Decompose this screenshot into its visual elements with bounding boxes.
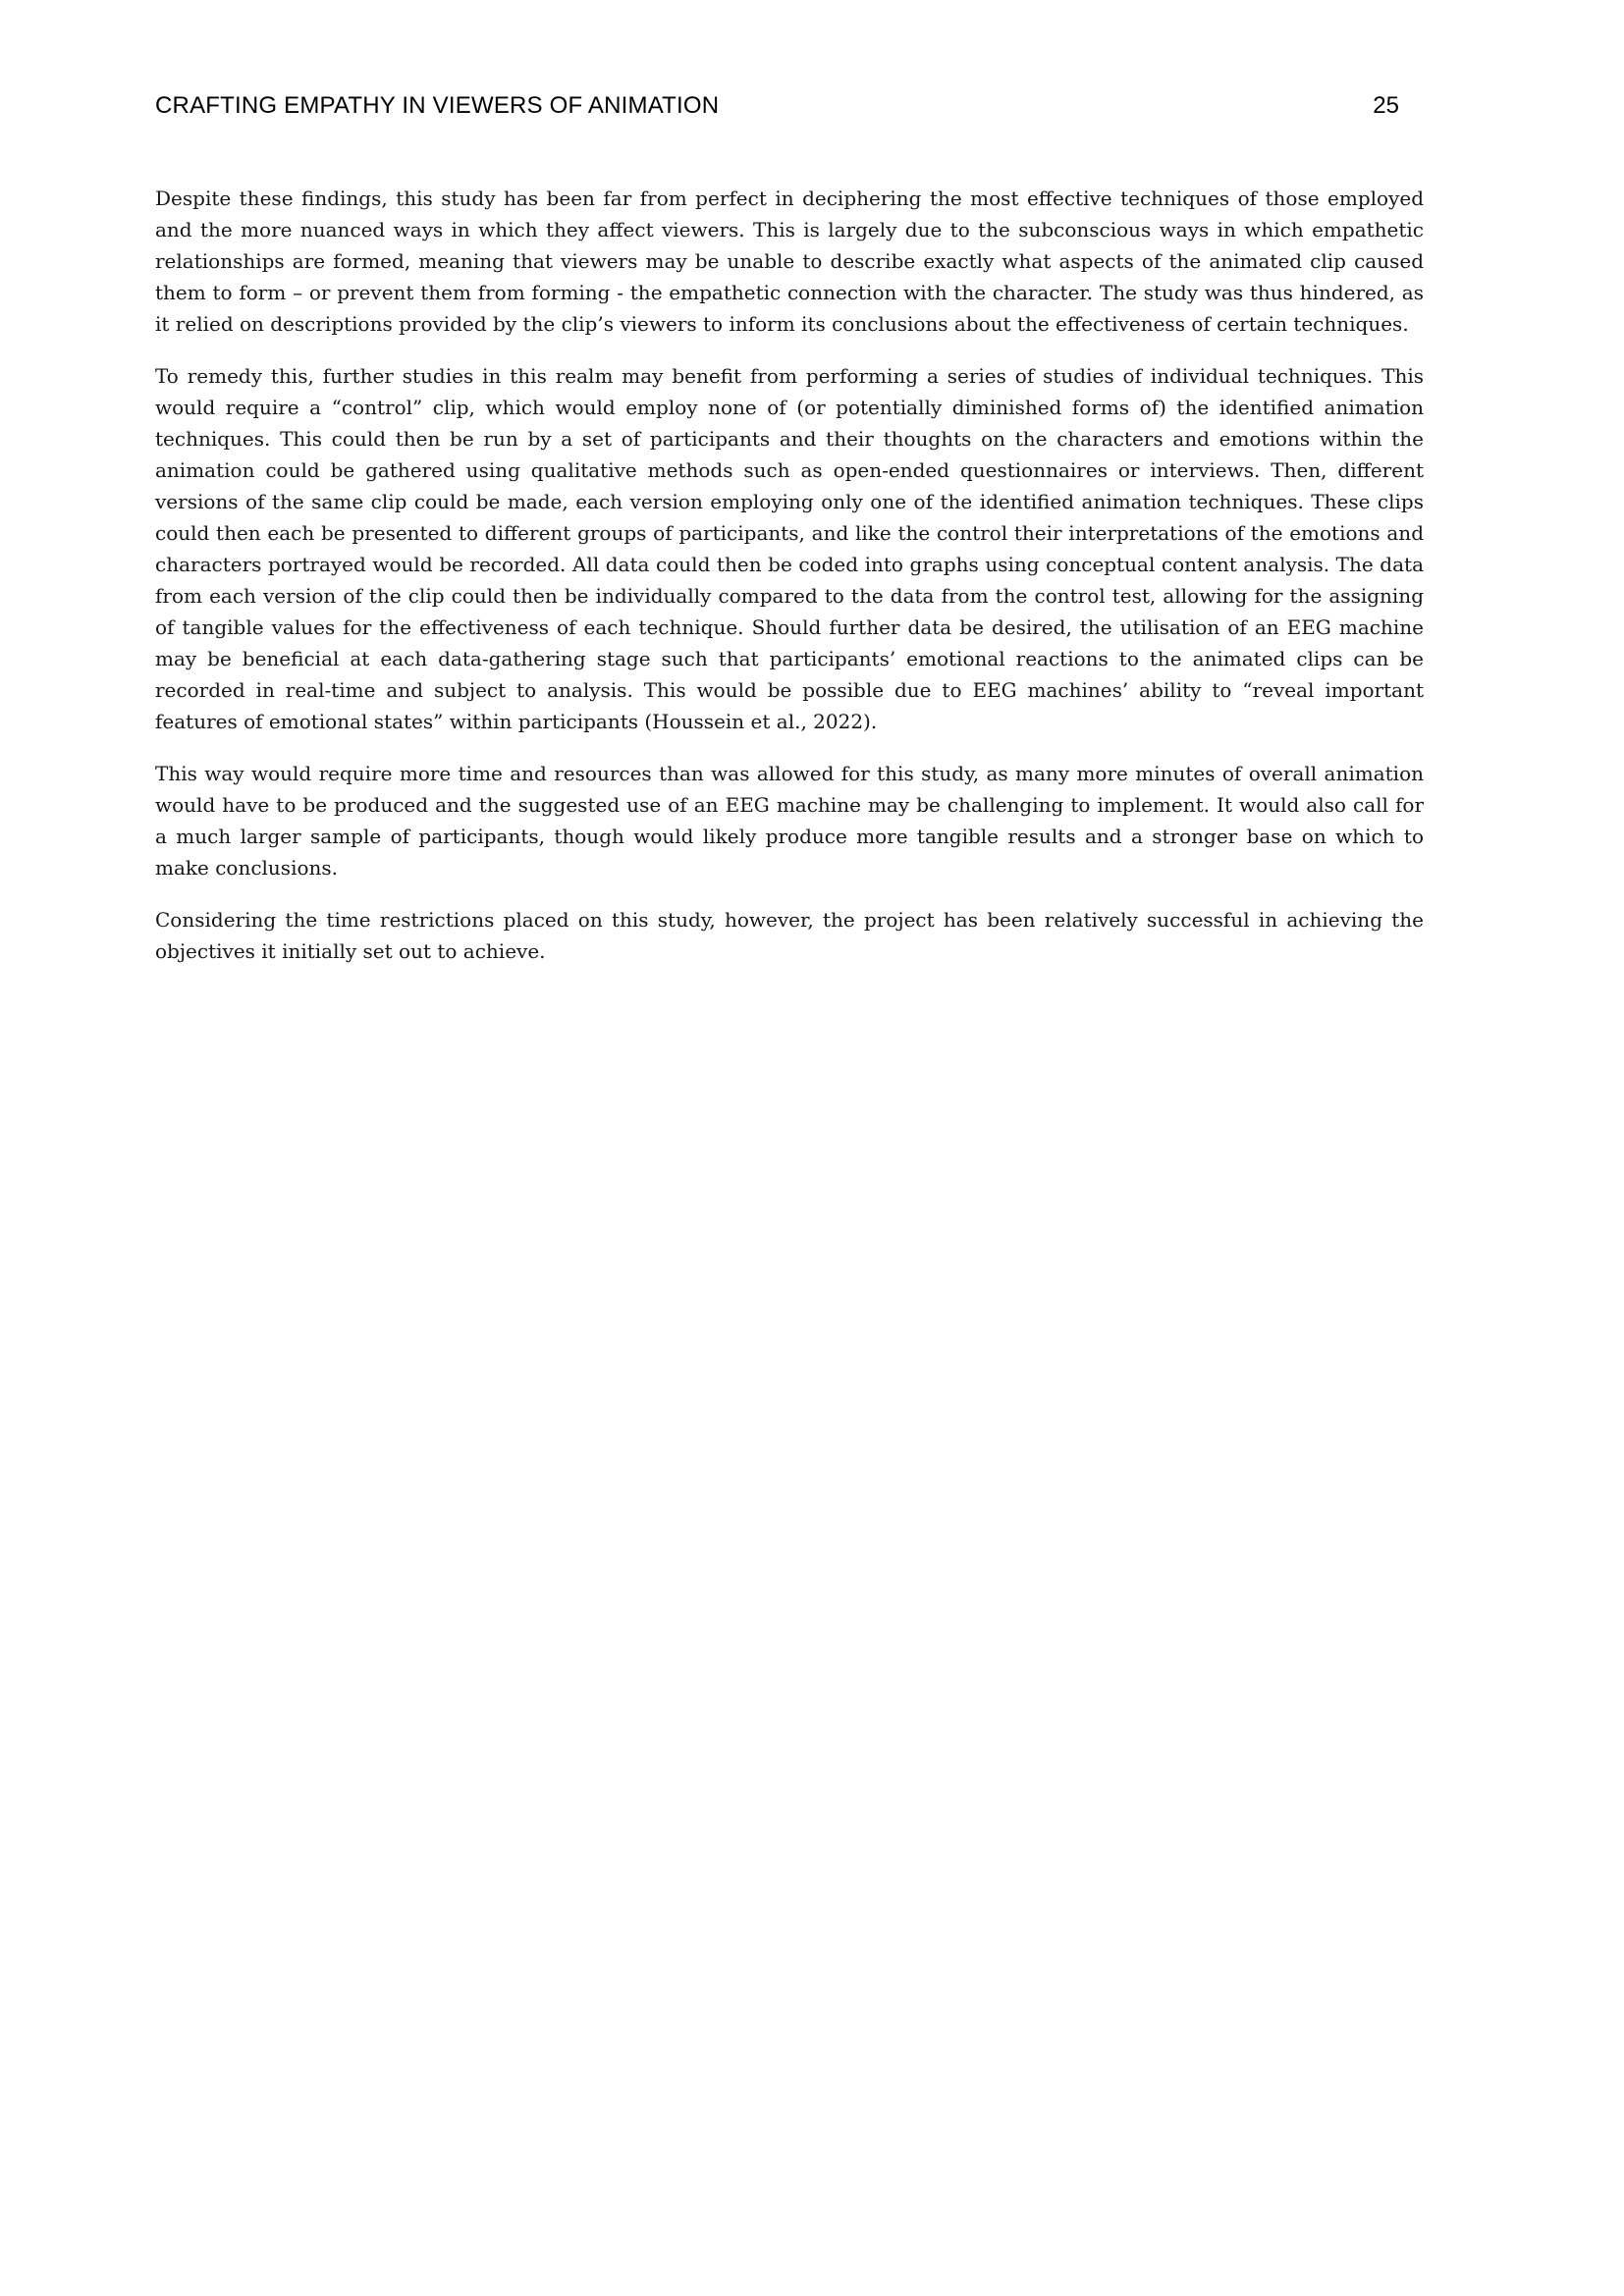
paragraph: To remedy this, further studies in this realm may benefit from performing a series of studies of individual techniques. This would require a “control” clip, which would employ none of (or potentially diminished forms of) the identified animation techniques. This could then be run by a set of participants and their thoughts on the characters and emotions within the animation could be gathered using qualitative methods such as open-ended questionnaires or interviews. Then, different versions of the same clip could be made, each version employing only one of the identified animation techniques. These clips could then each be presented to different groups of participants, and like the control their interpretations of the emotions and characters portrayed would be recorded. All data could then be coded into graphs using conceptual content analysis. The data from each version of the clip could then be individually compared to the data from the control test, allowing for the assigning of tangible values for the effectiveness of each technique. Should further data be desired, the utilisation of an EEG machine may be beneficial at each data-gathering stage such that participants’ emotional reactions to the animated clips can be recorded in real-time and subject to analysis. This would be possible due to EEG machines’ ability to “reveal important features of emotional states” within participants (Houssein et al., 2022). — [155, 364, 1424, 733]
paragraph: Despite these findings, this study has been far from perfect in deciphering the most effective techniques of those employed and the more nuanced ways in which they affect viewers. This is largely due to the subconscious ways in which empathetic relationships are formed, meaning that viewers may be unable to describe exactly what aspects of the animated clip caused them to form – or prevent them from forming - the empathetic connection with the character. The study was thus hindered, as it relied on descriptions provided by the clip’s viewers to inform its conclusions about the effectiveness of certain techniques. — [155, 187, 1424, 336]
paragraph: This way would require more time and resources than was allowed for this study, as many more minutes of overall animation would have to be produced and the suggested use of an EEG machine may be challenging to implement. It would also call for a much larger sample of participants, though would likely produce more tangible results and a stronger base on which to make conclusions. — [155, 762, 1424, 880]
page-header — [155, 92, 1399, 120]
paragraph: Considering the time restrictions placed on this study, however, the project has been relatively successful in achieving the objectives it initially set out to achieve. — [155, 908, 1424, 963]
page-number: 25 — [1373, 92, 1399, 119]
running-head: CRAFTING EMPATHY IN VIEWERS OF ANIMATION — [155, 92, 720, 119]
body-text — [155, 183, 1424, 967]
